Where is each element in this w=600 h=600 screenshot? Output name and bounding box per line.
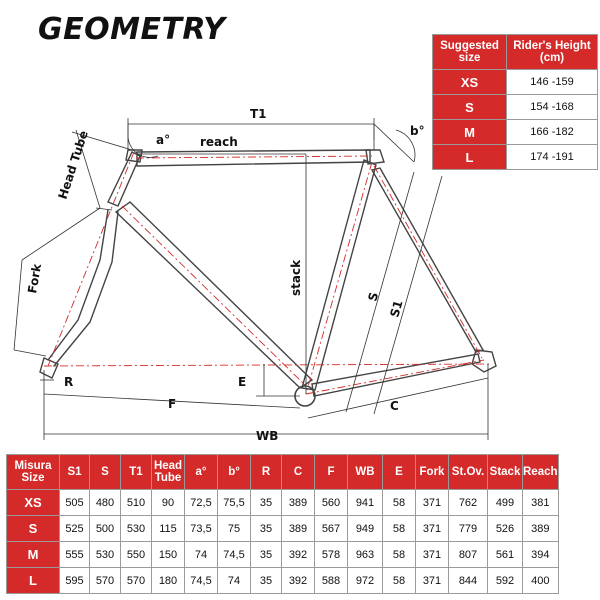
value-cell: 74,5 xyxy=(218,542,251,568)
value-cell: 392 xyxy=(282,542,315,568)
value-cell: 578 xyxy=(315,542,348,568)
table-row xyxy=(433,120,598,145)
value-cell: 480 xyxy=(90,490,121,516)
value-cell: 963 xyxy=(348,542,383,568)
size-cell: L xyxy=(7,568,60,594)
chain-stay xyxy=(312,354,480,396)
value-cell: 510 xyxy=(121,490,152,516)
value-cell: 392 xyxy=(282,568,315,594)
label-head-tube: Head Tube xyxy=(55,128,91,201)
value-cell: 592 xyxy=(488,568,523,594)
value-cell: 58 xyxy=(383,568,416,594)
value-cell: 371 xyxy=(416,542,449,568)
value-cell: 762 xyxy=(449,490,488,516)
value-cell: 588 xyxy=(315,568,348,594)
value-cell: 525 xyxy=(60,516,90,542)
header-cell: Head Tube xyxy=(152,455,185,490)
value-cell: 74 xyxy=(218,568,251,594)
table-row xyxy=(7,516,559,542)
value-cell: 74 xyxy=(185,542,218,568)
value-cell: 35 xyxy=(251,568,282,594)
value-cell: 371 xyxy=(416,516,449,542)
header-cell: S xyxy=(90,455,121,490)
value-cell: 779 xyxy=(449,516,488,542)
value-cell: 530 xyxy=(121,516,152,542)
label-reach: reach xyxy=(200,135,238,149)
down-tube xyxy=(116,202,312,388)
value-cell: 500 xyxy=(90,516,121,542)
header-cell: Stack xyxy=(488,455,523,490)
table-row xyxy=(433,70,598,95)
centerlines xyxy=(44,152,490,394)
value-cell: 74,5 xyxy=(185,568,218,594)
header-cell: S1 xyxy=(60,455,90,490)
label-s: S xyxy=(365,290,382,303)
size-cell: M xyxy=(433,120,507,145)
header-cell: WB xyxy=(348,455,383,490)
value-cell: 35 xyxy=(251,490,282,516)
value-cell: 72,5 xyxy=(185,490,218,516)
value-cell: 73,5 xyxy=(185,516,218,542)
header-suggested-size: Suggested size xyxy=(433,35,507,70)
value-cell: 389 xyxy=(282,516,315,542)
value-cell: 807 xyxy=(449,542,488,568)
label-stack: stack xyxy=(289,259,303,296)
size-cell: L xyxy=(433,145,507,170)
value-cell: 180 xyxy=(152,568,185,594)
header-cell: b° xyxy=(218,455,251,490)
size-cell: S xyxy=(7,516,60,542)
head-tube xyxy=(108,152,140,206)
size-cell: M xyxy=(7,542,60,568)
value-cell: 150 xyxy=(152,542,185,568)
value-cell: 400 xyxy=(523,568,559,594)
header-cell: F xyxy=(315,455,348,490)
header-rider-height: Rider's Height (cm) xyxy=(507,35,598,70)
frame-tubes xyxy=(40,150,496,406)
value-cell: 58 xyxy=(383,542,416,568)
label-f: F xyxy=(168,397,177,411)
value-cell: 499 xyxy=(488,490,523,516)
value-cell: 567 xyxy=(315,516,348,542)
value-cell: 371 xyxy=(416,490,449,516)
rear-dropout xyxy=(472,350,496,372)
table-row xyxy=(7,568,559,594)
value-cell: 394 xyxy=(523,542,559,568)
value-cell: 844 xyxy=(449,568,488,594)
header-cell: T1 xyxy=(121,455,152,490)
value-cell: 561 xyxy=(488,542,523,568)
label-fork: Fork xyxy=(25,262,45,295)
label-angle-b: b° xyxy=(410,124,425,138)
fork-blade xyxy=(48,210,118,366)
label-angle-a: a° xyxy=(156,133,171,147)
header-cell: Reach xyxy=(523,455,559,490)
seat-tube xyxy=(302,160,376,390)
value-cell: 389 xyxy=(523,516,559,542)
table-row xyxy=(7,490,559,516)
header-cell: St.Ov. xyxy=(449,455,488,490)
value-cell: 389 xyxy=(282,490,315,516)
value-cell: 75,5 xyxy=(218,490,251,516)
header-cell: R xyxy=(251,455,282,490)
header-cell: a° xyxy=(185,455,218,490)
height-cell: 166 -182 xyxy=(507,120,598,145)
value-cell: 595 xyxy=(60,568,90,594)
label-r: R xyxy=(64,375,74,389)
value-cell: 570 xyxy=(121,568,152,594)
table-row xyxy=(7,542,559,568)
seat-stay xyxy=(372,168,483,352)
table-row xyxy=(433,145,598,170)
size-cell: S xyxy=(433,95,507,120)
value-cell: 550 xyxy=(121,542,152,568)
value-cell: 381 xyxy=(523,490,559,516)
value-cell: 530 xyxy=(90,542,121,568)
geometry-table-header xyxy=(7,455,559,490)
height-cell: 174 -191 xyxy=(507,145,598,170)
value-cell: 115 xyxy=(152,516,185,542)
value-cell: 555 xyxy=(60,542,90,568)
label-e: E xyxy=(238,375,247,389)
label-wb: WB xyxy=(256,429,279,443)
value-cell: 570 xyxy=(90,568,121,594)
height-cell: 154 -168 xyxy=(507,95,598,120)
label-t1: T1 xyxy=(250,107,267,121)
header-cell: Misura Size xyxy=(7,455,60,490)
value-cell: 58 xyxy=(383,490,416,516)
size-table-header xyxy=(433,35,598,70)
table-row xyxy=(433,95,598,120)
value-cell: 75 xyxy=(218,516,251,542)
front-dropout xyxy=(40,358,58,378)
label-s1: S1 xyxy=(387,298,406,319)
value-cell: 58 xyxy=(383,516,416,542)
value-cell: 949 xyxy=(348,516,383,542)
value-cell: 505 xyxy=(60,490,90,516)
header-cell: C xyxy=(282,455,315,490)
geometry-table xyxy=(6,454,559,594)
page-title: GEOMETRY xyxy=(38,12,226,47)
dimension-lines xyxy=(14,118,488,440)
value-cell: 972 xyxy=(348,568,383,594)
height-cell: 146 -159 xyxy=(507,70,598,95)
size-cell: XS xyxy=(7,490,60,516)
value-cell: 35 xyxy=(251,542,282,568)
header-cell: Fork xyxy=(416,455,449,490)
value-cell: 90 xyxy=(152,490,185,516)
value-cell: 560 xyxy=(315,490,348,516)
size-table xyxy=(432,34,598,170)
geometry-table-body xyxy=(7,455,559,594)
label-c: C xyxy=(390,399,399,413)
value-cell: 526 xyxy=(488,516,523,542)
value-cell: 941 xyxy=(348,490,383,516)
value-cell: 371 xyxy=(416,568,449,594)
value-cell: 35 xyxy=(251,516,282,542)
header-cell: E xyxy=(383,455,416,490)
size-cell: XS xyxy=(433,70,507,95)
